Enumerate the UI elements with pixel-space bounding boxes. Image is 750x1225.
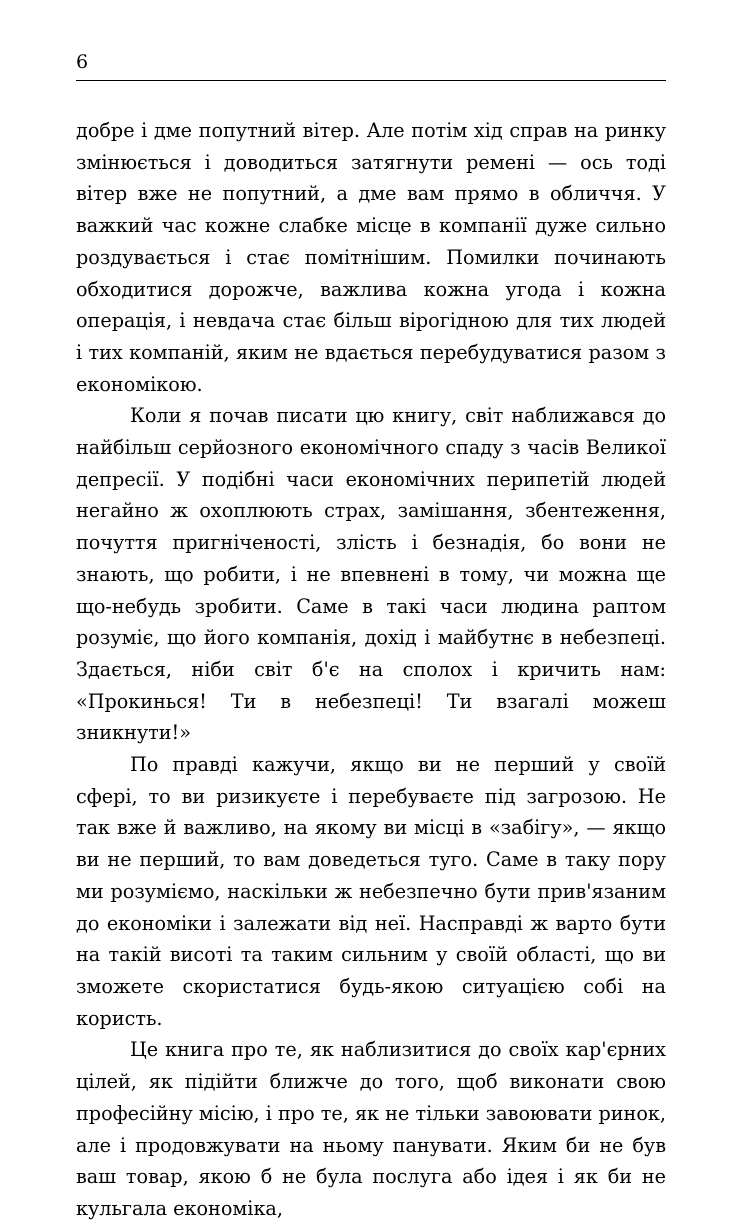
paragraph: Це книга про те, як наблизитися до своїх кар'єрних цілей, як підійти ближче до того, щоб виконати свою професійну місію, і про те, як не тільки завоювати ринок, але і продовжувати на ньому панувати. Яким би не був ваш товар, якою б не була послуга або ідея і як би не кульгала економіка, [76,1038,666,1220]
paragraph: По правді кажучи, якщо ви не перший у своїй сфері, то ви ризикуєте і перебуваєте під загрозою. Не так вже й важливо, на якому ви місці в «забігу», — якщо ви не перший, то вам доведеться туго. Саме в таку пору ми розуміємо, наскільки ж небезпечно бути прив'язаним до економіки і залежати від неї. Насправді ж варто бути на такій висоті та таким сильним у своїй області, що ви зможете скористатися будь-якою ситуацією собі на користь. [76,753,666,1030]
page-number: 6 [76,51,89,73]
paragraph: Коли я почав писати цю книгу, світ наближався до найбільш серйозного економічного спаду з часів Великої депресії. У подібні часи економічних перипетій людей негайно ж охоплюють страх, замішання, збентеження, почуття пригніченості, злість і безнадія, бо вони не знають, що робити, і не впевнені в тому, чи можна ще що-небудь зробити. Саме в такі часи людина раптом розуміє, що його компанія, дохід і майбутнє в небезпеці. Здається, ніби світ б'є на сполох і кричить нам: «Прокинься! Ти в небезпеці! Ти взагалі можеш зникнути!» [76,404,666,745]
paragraph-continued: добре і дме попутний вітер. Але потім хід справ на ринку змінюється і доводиться затягнути ремені — ось тоді вітер вже не попутний, а дме вам прямо в обличчя. У важкий час кожне слабке місце в компанії дуже сильно роздувається і стає помітнішим. Помилки починають обходитися дорожче, важлива кожна угода і кожна операція, і невдача стає більш вірогідною для тих людей і тих компаній, яким не вдається перебудуватися разом з економікою. [76,119,666,396]
body-text [76,115,666,1225]
header-rule [76,80,666,81]
